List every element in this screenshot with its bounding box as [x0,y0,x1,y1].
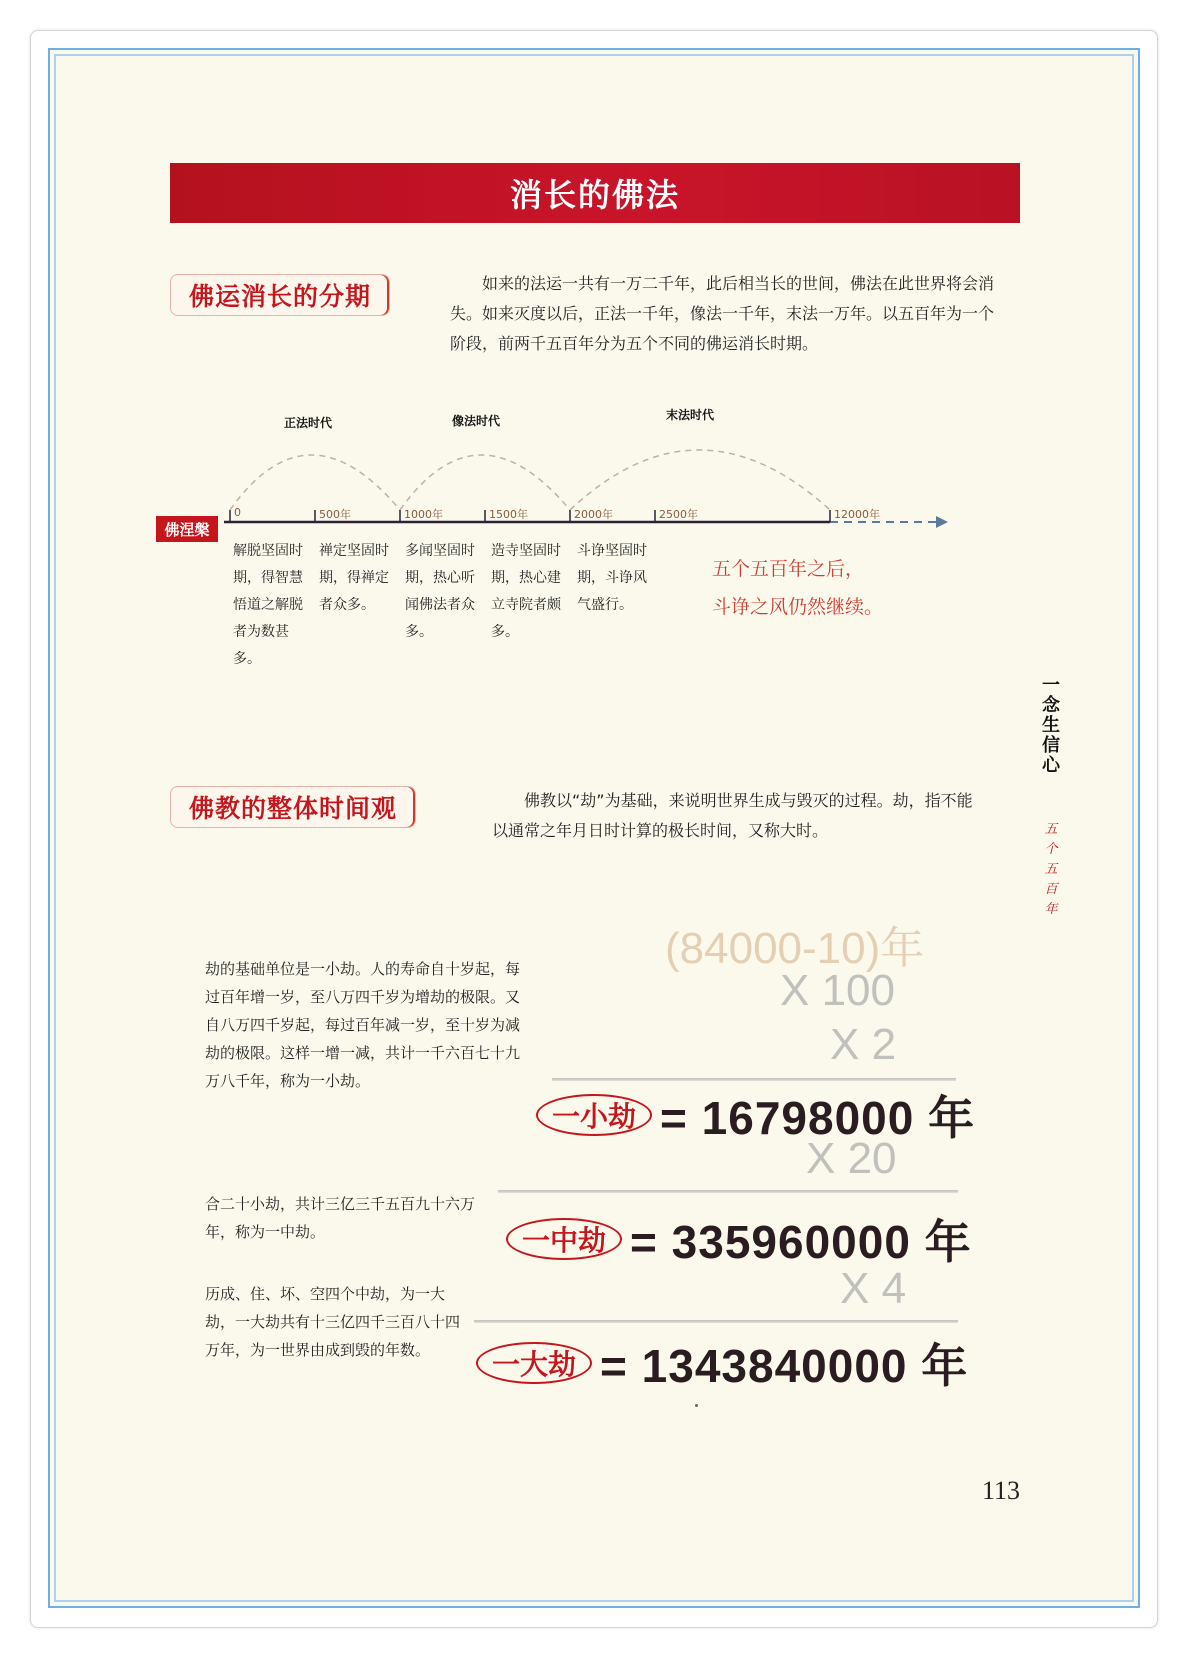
timeline-arrow-icon [936,516,948,528]
section2-paragraph: 佛教以“劫”为基础，来说明世界生成与毁灭的过程。劫，指不能以通常之年月日时计算的极长时间，又称大时。 [492,791,973,840]
title-banner [170,163,1020,223]
nirvana-badge: 佛涅槃 [156,516,218,542]
tick-label-500: 500年 [319,508,351,521]
formula-rule-1 [552,1078,956,1081]
timeline-note-line1: 五个五百年之后， [712,558,865,580]
middle-kalpa-label: 一中劫 [506,1218,622,1260]
middle-kalpa-desc: 合二十小劫，共计三亿三千五百九十六万年，称为一中劫。 [205,1195,476,1241]
formula-mult-4: X 4 [840,1264,907,1313]
middle-kalpa-value: = 335960000 年 [630,1216,972,1268]
sidebar-book-title: 一念生信心 [1042,675,1060,776]
formula-base: (84000-10)年 [665,924,925,973]
era-arc-mofa [570,450,830,510]
period-desc-1: 解脱坚固时期，得智慧悟道之解脱者为数甚多。 [233,543,303,667]
tick-label-2500: 2500年 [659,508,698,521]
formula-rule-2 [498,1190,958,1193]
formula-mult-20: X 20 [806,1134,897,1183]
section1-paragraph: 如来的法运一共有一万二千年，此后相当长的世间，佛法在此世界将会消失。如来灭度以后，正法一千年，像法一千年，末法一万年。以五百年为一个阶段，前两千五百年分为五个不同的佛运消长时期。 [450,274,995,353]
small-kalpa-value: = 16798000 年 [660,1092,976,1144]
era-arc-xiangfa [400,455,570,510]
great-kalpa-result [476,1330,968,1396]
formula-mult-100: X 100 [780,966,895,1015]
great-kalpa-value: = 1343840000 年 [600,1340,969,1392]
period-desc-3: 多闻坚固时期，热心听闻佛法者众多。 [405,543,475,640]
sidebar-chapter: 五个五百年 [1044,822,1058,917]
page-number: 113 [982,1476,1021,1505]
formula-rule-3 [474,1320,958,1323]
period-desc-2: 禅定坚固时期，得禅定者众多。 [319,543,389,613]
formula-mult-2: X 2 [830,1020,897,1069]
tick-label-1500: 1500年 [489,508,528,521]
era-label-xiangfa: 像法时代 [452,414,501,428]
great-kalpa-label: 一大劫 [476,1342,592,1384]
period-desc-4: 造寺坚固时期，热心建立寺院者颇多。 [491,543,561,640]
middle-kalpa-result [506,1206,972,1272]
tick-label-12000: 12000年 [834,508,880,521]
era-label-zhengfa: 正法时代 [284,416,333,430]
small-kalpa-desc: 劫的基础单位是一小劫。人的寿命自十岁起，每过百年增一岁，至八万四千岁为增劫的极限。又自八万四千岁起，每过百年减一岁，至十岁为减劫的极限。这样一增一减，共计一千六百七十九万八千年，称为一小劫。 [205,960,521,1090]
tick-label-0: 0 [234,506,241,519]
tick-label-2000: 2000年 [574,508,613,521]
great-kalpa-desc: 历成、住、坏、空四个中劫，为一大劫，一大劫共有十三亿四千三百八十四万年，为一世界由成到毁的年数。 [205,1285,461,1359]
section-heading-periods: 佛运消长的分期 [170,274,390,316]
tick-label-1000: 1000年 [404,508,443,521]
section-heading-time-view: 佛教的整体时间观 [170,786,416,828]
decorative-dot [695,1404,698,1407]
era-arc-zhengfa [230,455,400,510]
small-kalpa-label: 一小劫 [536,1094,652,1136]
era-label-mofa: 末法时代 [666,408,715,422]
timeline-note-line2: 斗诤之风仍然继续。 [712,596,884,618]
small-kalpa-result [536,1082,975,1148]
period-desc-5: 斗诤坚固时期，斗诤风气盛行。 [577,543,647,613]
page-title: 消长的佛法 [509,176,680,214]
